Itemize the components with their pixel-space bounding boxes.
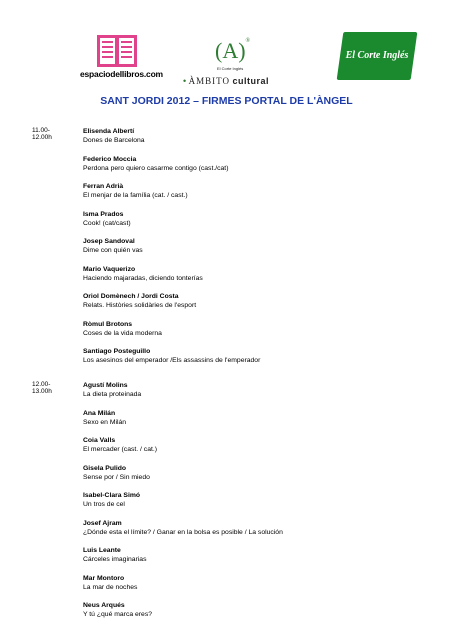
- signing-entry: [83, 347, 423, 375]
- author-name: Mario Vaquerizo: [83, 265, 136, 273]
- book-title: Perdona pero quiero casarme contigo (cast./cat): [83, 164, 229, 172]
- book-title: Sense por / Sin miedo: [83, 473, 150, 481]
- book-title: Cook! (cat/cast): [83, 219, 131, 227]
- session-time: 11.00-12.00h: [32, 127, 52, 141]
- author-name: Agustí Molins: [83, 382, 128, 389]
- signing-entry: [83, 155, 423, 183]
- signing-entry: [83, 519, 423, 547]
- book-title: Cárceles imaginarias: [83, 556, 147, 563]
- session-entries: [83, 127, 423, 375]
- book-title: Dime con quién vas: [83, 247, 143, 254]
- signing-entry: [83, 464, 423, 492]
- book-title: La dieta proteinada: [83, 391, 142, 398]
- author-name: Josep Sandoval: [83, 238, 135, 245]
- author-name: Santiago Posteguillo: [83, 348, 151, 355]
- logo-bar: [0, 22, 453, 86]
- book-title: La mar de noches: [83, 583, 138, 591]
- page-title: SANT JORDI 2012 – FIRMES PORTAL DE L'ÀNGEL: [100, 95, 353, 107]
- author-name: Luis Leante: [83, 547, 121, 554]
- signing-entry: [83, 320, 423, 348]
- signing-entry: [83, 381, 423, 409]
- author-name: Isma Prados: [83, 210, 124, 218]
- signing-entry: [83, 292, 423, 320]
- book-title: Dones de Barcelona: [83, 137, 145, 144]
- book-title: Los asesinos del emperador /Els assassins de l'emperador: [83, 357, 261, 364]
- book-title: Haciendo majaradas, diciendo tonterías: [83, 274, 203, 282]
- author-name: Josef Ajram: [83, 519, 122, 527]
- espaciodelibros-text: espaciodellibros.com: [80, 69, 163, 79]
- author-name: Ana Milán: [83, 409, 116, 417]
- book-title: ¿Dónde esta el límite? / Ganar en la bolsa es posible / La solución: [83, 528, 283, 536]
- session-time: 12.00-13.00h: [32, 381, 52, 395]
- book-icon: [96, 32, 138, 68]
- book-title: Un tros de cel: [83, 501, 125, 508]
- session-entries: [83, 381, 423, 629]
- signing-entry: [83, 210, 423, 238]
- ambito-cultural-logo: [183, 28, 270, 98]
- author-name: Isabel-Clara Simó: [83, 492, 141, 499]
- signing-entry: [83, 491, 423, 519]
- author-name: Oriol Domènech / Jordi Costa: [83, 293, 179, 300]
- ambito-mark: (A)®: [215, 38, 251, 63]
- author-name: Ròmul Brotons: [83, 320, 133, 328]
- book-title: El menjar de la família (cat. / cast.): [83, 192, 188, 199]
- espaciodelibros-logo: [80, 32, 163, 92]
- ambito-sub: El Corte Inglés: [217, 66, 244, 71]
- book-title: Y tú ¿qué marca eres?: [83, 611, 153, 618]
- book-title: Sexo en Milán: [83, 418, 127, 426]
- signing-entry: [83, 237, 423, 265]
- book-title: Relats. Històries solidàries de l'esport: [83, 302, 197, 309]
- ambito-text: • ÀMBITO cultural: [183, 76, 270, 86]
- signing-entry: [83, 182, 423, 210]
- author-name: Coia Valls: [83, 437, 116, 444]
- signing-entry: [83, 601, 423, 629]
- signing-entry: [83, 127, 423, 155]
- author-name: Elisenda Albertí: [83, 128, 135, 135]
- corte-ingles-logo: [340, 32, 414, 80]
- signing-entry: [83, 265, 423, 293]
- corte-ingles-text: El Corte Inglés: [345, 50, 409, 61]
- book-title: El mercader (cast. / cat.): [83, 446, 158, 453]
- signing-entry: [83, 409, 423, 437]
- signing-entry: [83, 574, 423, 602]
- author-name: Mar Montoro: [83, 574, 125, 582]
- signing-entry: [83, 546, 423, 574]
- author-name: Ferran Adrià: [83, 183, 124, 190]
- author-name: Federico Moccia: [83, 155, 137, 163]
- signing-entry: [83, 436, 423, 464]
- book-title: Coses de la vida moderna: [83, 329, 162, 337]
- author-name: Gisela Pulido: [83, 464, 127, 472]
- author-name: Neus Arqués: [83, 602, 125, 609]
